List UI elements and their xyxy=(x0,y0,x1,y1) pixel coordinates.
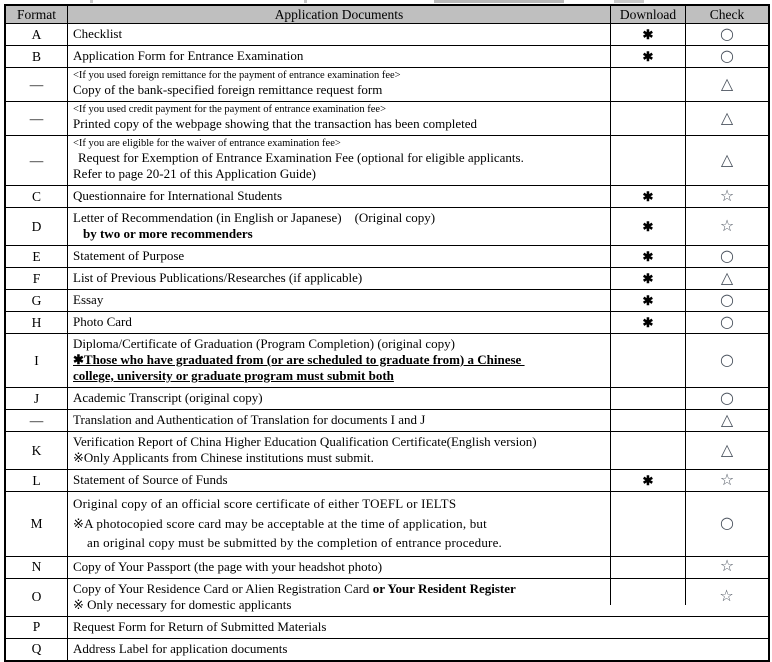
format-cell: F xyxy=(6,267,67,289)
table-row xyxy=(6,469,768,491)
document-cell xyxy=(67,431,610,469)
format-cell: N xyxy=(6,556,67,578)
download-cell xyxy=(610,245,685,267)
document-line xyxy=(73,472,606,488)
document-text: Request Form for Return of Submitted Materials xyxy=(73,618,327,634)
format-cell: H xyxy=(6,311,67,333)
document-line xyxy=(73,494,606,514)
download-cell xyxy=(610,311,685,333)
circle-icon: ○ xyxy=(720,289,734,309)
document-text: List of Previous Publications/Researches (if applicable) xyxy=(73,270,363,285)
download-cell xyxy=(610,289,685,311)
document-cell xyxy=(67,289,610,311)
document-line xyxy=(73,70,606,82)
document-line xyxy=(73,150,606,166)
document-text: ※ Only necessary for domestic applicants xyxy=(73,596,292,612)
triangle-icon: △ xyxy=(720,149,734,169)
format-cell: D xyxy=(6,207,67,245)
table-row xyxy=(6,101,768,135)
document-line xyxy=(73,641,764,657)
download-cell xyxy=(610,491,685,556)
document-line xyxy=(73,336,606,352)
document-cell xyxy=(67,333,610,387)
document-cell xyxy=(67,491,610,556)
document-text: Request for Exemption of Entrance Examination Fee (optional for eligible applicants. xyxy=(78,150,524,165)
partial-border-line xyxy=(610,579,611,605)
document-cell xyxy=(67,311,610,333)
check-cell xyxy=(685,311,768,333)
download-asterisk-icon: ✱ xyxy=(642,48,654,64)
table-row xyxy=(6,67,768,101)
table-row xyxy=(6,245,768,267)
format-cell: — xyxy=(6,135,67,185)
triangle-icon: △ xyxy=(720,439,734,459)
download-asterisk-icon: ✱ xyxy=(642,26,654,42)
circle-icon: ○ xyxy=(720,387,734,407)
download-cell xyxy=(610,67,685,101)
check-cell xyxy=(685,101,768,135)
table-row xyxy=(6,135,768,185)
download-asterisk-icon: ✱ xyxy=(642,188,654,204)
table-row xyxy=(6,333,768,387)
circle-icon: ○ xyxy=(720,23,734,43)
triangle-icon: △ xyxy=(720,267,734,287)
document-line xyxy=(73,82,606,98)
document-cell xyxy=(67,469,610,491)
document-line xyxy=(73,514,606,534)
download-cell xyxy=(610,135,685,185)
table-header xyxy=(6,6,768,23)
header-download: Download xyxy=(610,6,685,23)
format-cell: — xyxy=(6,101,67,135)
format-cell: P xyxy=(6,616,67,638)
triangle-icon: △ xyxy=(720,409,734,429)
download-asterisk-icon: ✱ xyxy=(642,270,654,286)
table-row xyxy=(6,207,768,245)
star-icon: ☆ xyxy=(719,215,735,235)
check-cell xyxy=(685,135,768,185)
document-line xyxy=(73,450,606,466)
document-line xyxy=(73,434,606,450)
format-cell: K xyxy=(6,431,67,469)
document-text: Checklist xyxy=(73,26,123,41)
triangle-icon: △ xyxy=(720,73,734,93)
format-cell: A xyxy=(6,23,67,45)
format-cell: J xyxy=(6,387,67,409)
check-cell xyxy=(685,207,768,245)
check-cell xyxy=(685,245,768,267)
document-line xyxy=(73,270,606,286)
document-cell xyxy=(67,387,610,409)
star-icon: ☆ xyxy=(719,469,735,489)
table-row xyxy=(6,185,768,207)
document-text: <If you used foreign remittance for the payment of entrance examination fee> xyxy=(73,70,401,81)
check-cell xyxy=(685,45,768,67)
document-cell xyxy=(67,185,610,207)
check-cell xyxy=(685,387,768,409)
download-cell xyxy=(610,101,685,135)
document-line xyxy=(73,104,606,116)
document-text: Refer to page 20-21 of this Application Guide) xyxy=(73,166,316,181)
circle-icon: ○ xyxy=(720,512,734,532)
document-text: Photo Card xyxy=(73,314,132,329)
document-text: Translation and Authentication of Translation for documents I and J xyxy=(73,412,426,427)
document-line xyxy=(73,166,606,182)
document-text: ※A photocopied score card may be acceptable at the time of application, but xyxy=(73,515,487,531)
table-row xyxy=(6,311,768,333)
document-line xyxy=(73,226,606,242)
download-cell xyxy=(610,45,685,67)
document-text: by two or more recommenders xyxy=(83,226,253,241)
download-cell xyxy=(610,409,685,431)
document-cell xyxy=(67,207,610,245)
document-text: Copy of the bank-specified foreign remittance request form xyxy=(73,82,383,97)
document-line xyxy=(73,26,606,42)
check-cell xyxy=(685,578,768,616)
header-format: Format xyxy=(6,6,67,23)
format-cell: B xyxy=(6,45,67,67)
download-asterisk-icon: ✱ xyxy=(642,292,654,308)
header-check: Check xyxy=(685,6,768,23)
document-line xyxy=(73,210,606,226)
check-cell xyxy=(685,267,768,289)
check-cell xyxy=(685,333,768,387)
documents-table xyxy=(4,4,770,662)
circle-icon: ○ xyxy=(720,245,734,265)
document-text: or Your Resident Register xyxy=(372,580,516,596)
document-text: Verification Report of China Higher Education Qualification Certificate(English version) xyxy=(73,434,537,449)
document-line xyxy=(73,314,606,330)
document-cell xyxy=(67,578,610,616)
document-cell xyxy=(67,638,768,660)
document-text: Questionnaire for International Students xyxy=(73,188,283,203)
document-text: Address Label for application documents xyxy=(73,640,288,656)
document-text: Essay xyxy=(73,292,104,307)
document-text: Statement of Purpose xyxy=(73,248,185,263)
format-cell: O xyxy=(6,578,67,616)
check-cell xyxy=(685,431,768,469)
download-cell xyxy=(610,333,685,387)
document-text: Printed copy of the webpage showing that the transaction has been completed xyxy=(73,116,477,131)
check-cell xyxy=(685,409,768,431)
download-cell xyxy=(610,185,685,207)
check-cell xyxy=(685,469,768,491)
document-text: Application Form for Entrance Examination xyxy=(73,48,304,63)
table-body xyxy=(6,23,768,660)
circle-icon: ○ xyxy=(720,349,734,369)
table-row xyxy=(6,556,768,578)
document-line xyxy=(73,619,764,635)
table-row xyxy=(6,289,768,311)
download-cell xyxy=(610,578,685,616)
document-line xyxy=(73,116,606,132)
check-cell xyxy=(685,491,768,556)
document-cell xyxy=(67,135,610,185)
header-row xyxy=(6,6,768,23)
circle-icon: ○ xyxy=(720,45,734,65)
document-text: ※Only Applicants from Chinese institutions must submit. xyxy=(73,450,374,465)
format-cell: — xyxy=(6,409,67,431)
format-cell: C xyxy=(6,185,67,207)
download-cell xyxy=(610,469,685,491)
document-line xyxy=(73,581,606,597)
document-text: ✱Those who have graduated from (or are scheduled to graduate from) a Chinese xyxy=(73,352,525,367)
format-cell: E xyxy=(6,245,67,267)
circle-icon: ○ xyxy=(720,311,734,331)
download-cell xyxy=(610,267,685,289)
document-cell xyxy=(67,267,610,289)
table-row xyxy=(6,578,768,616)
document-cell xyxy=(67,45,610,67)
table-row xyxy=(6,431,768,469)
check-cell xyxy=(685,185,768,207)
download-cell xyxy=(610,207,685,245)
document-text: <If you are eligible for the waiver of entrance examination fee> xyxy=(73,138,341,149)
document-text: Academic Transcript (original copy) xyxy=(73,390,263,405)
cropped-text-artifact xyxy=(4,0,766,3)
document-text: Original copy of an official score certificate of either TOEFL or IELTS xyxy=(73,496,457,511)
check-cell xyxy=(685,67,768,101)
format-cell: M xyxy=(6,491,67,556)
format-cell: L xyxy=(6,469,67,491)
table-row xyxy=(6,638,768,660)
document-line xyxy=(73,48,606,64)
download-asterisk-icon: ✱ xyxy=(642,218,654,234)
document-line xyxy=(73,412,606,428)
header-application-documents: Application Documents xyxy=(67,6,610,23)
star-icon: ☆ xyxy=(719,556,735,575)
document-line xyxy=(73,559,606,575)
star-icon: ☆ xyxy=(719,586,734,605)
document-line xyxy=(73,188,606,204)
document-cell xyxy=(67,245,610,267)
document-cell xyxy=(67,556,610,578)
document-cell xyxy=(67,409,610,431)
format-cell: — xyxy=(6,67,67,101)
document-text: Letter of Recommendation (in English or Japanese) (Original copy) xyxy=(73,210,436,225)
document-text: college, university or graduate program must submit both xyxy=(73,368,394,383)
table-row xyxy=(6,45,768,67)
document-line xyxy=(73,390,606,406)
download-cell xyxy=(610,556,685,578)
document-text: Diploma/Certificate of Graduation (Program Completion) (original copy) xyxy=(73,336,455,351)
document-cell xyxy=(67,616,768,638)
document-text: an original copy must be submitted by the completion of entrance procedure. xyxy=(87,535,502,550)
download-asterisk-icon: ✱ xyxy=(642,314,654,330)
download-asterisk-icon: ✱ xyxy=(642,472,654,488)
format-cell: G xyxy=(6,289,67,311)
document-line xyxy=(73,292,606,308)
format-cell: I xyxy=(6,333,67,387)
document-text: <If you used credit payment for the payment of entrance examination fee> xyxy=(73,104,387,115)
check-cell xyxy=(685,289,768,311)
check-cell xyxy=(685,23,768,45)
document-line xyxy=(73,533,606,553)
document-line xyxy=(73,138,606,150)
document-cell xyxy=(67,101,610,135)
download-cell xyxy=(610,387,685,409)
document-line xyxy=(73,352,606,368)
triangle-icon: △ xyxy=(720,107,734,127)
star-icon: ☆ xyxy=(719,185,735,205)
format-cell: Q xyxy=(6,638,67,660)
document-line xyxy=(73,368,606,384)
table-row xyxy=(6,491,768,556)
download-asterisk-icon: ✱ xyxy=(642,248,654,264)
document-line xyxy=(73,248,606,264)
table-row xyxy=(6,409,768,431)
table-row xyxy=(6,23,768,45)
check-cell xyxy=(685,556,768,578)
document-text: Statement of Source of Funds xyxy=(73,472,228,487)
table-row xyxy=(6,616,768,638)
table-row xyxy=(6,387,768,409)
partial-border-line xyxy=(685,579,686,605)
document-cell xyxy=(67,23,610,45)
download-cell xyxy=(610,431,685,469)
download-cell xyxy=(610,23,685,45)
document-cell xyxy=(67,67,610,101)
table-row xyxy=(6,267,768,289)
document-line xyxy=(73,597,606,613)
document-text: Copy of Your Residence Card or Alien Registration Card xyxy=(73,580,373,596)
document-text: Copy of Your Passport (the page with your headshot photo) xyxy=(73,558,383,574)
